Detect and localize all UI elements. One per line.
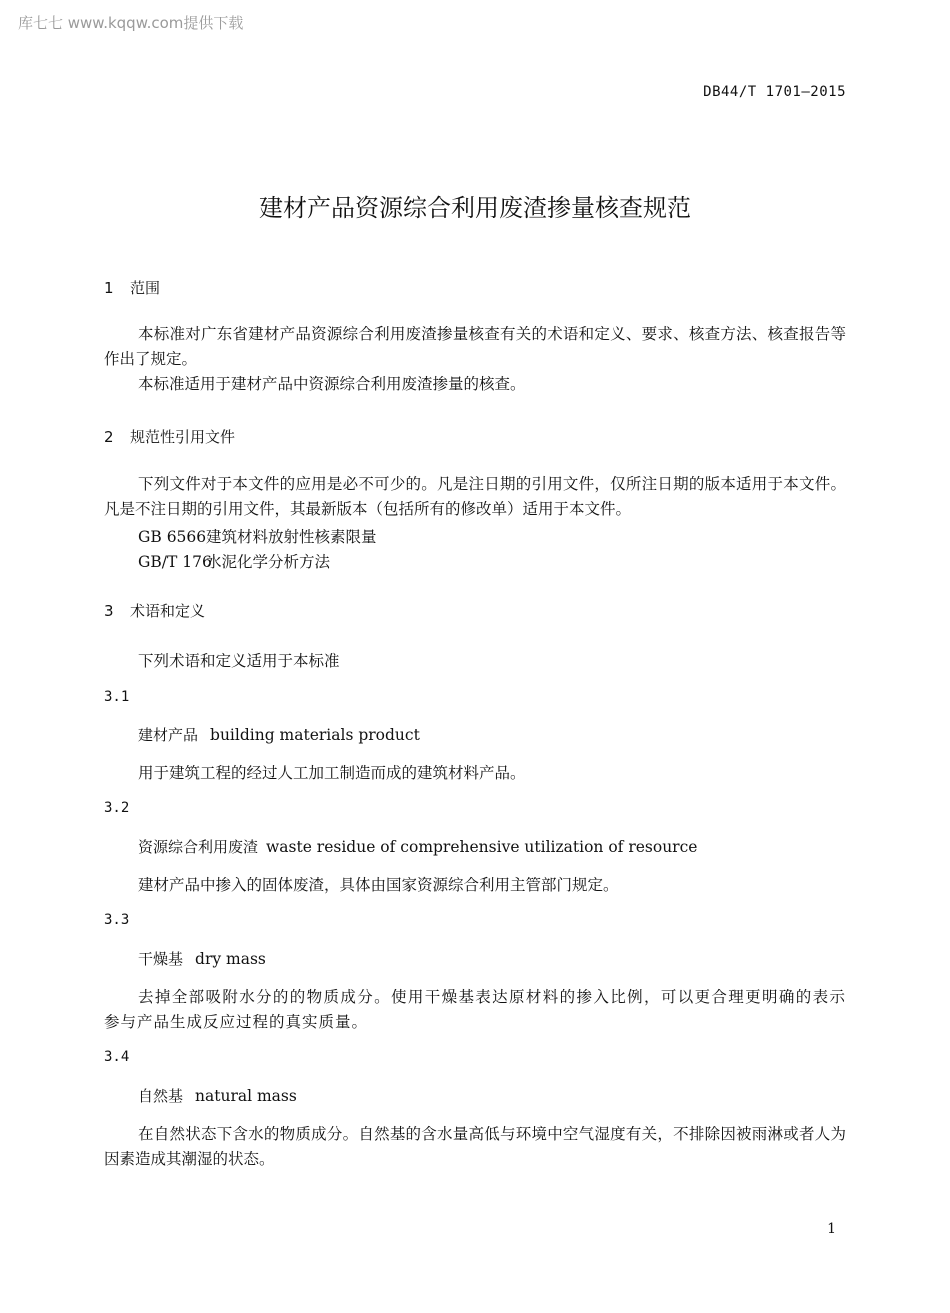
section-number: 3 bbox=[104, 602, 114, 620]
section-title: 术语和定义 bbox=[130, 602, 206, 620]
page-number: 1 bbox=[827, 1221, 836, 1237]
term-english: natural mass bbox=[195, 1087, 297, 1105]
term-chinese: 建材产品 bbox=[138, 726, 199, 744]
section-title: 范围 bbox=[130, 279, 161, 297]
references-paragraph: 下列文件对于本文件的应用是必不可少的。凡是注日期的引用文件，仅所注日期的版本适用于本文件。凡是不注日期的引用文件，其最新版本（包括所有的修改单）适用于本文件。 bbox=[104, 475, 846, 518]
section-number: 1 bbox=[104, 279, 114, 297]
scope-paragraph-1: 本标准对广东省建材产品资源综合利用废渣掺量核查有关的术语和定义、要求、核查方法、核查报告等作出了规定。 bbox=[104, 325, 846, 368]
reference-code: GB/T 176 bbox=[138, 553, 212, 571]
term-definition: 建材产品中掺入的固体废渣，具体由国家资源综合利用主管部门规定。 bbox=[138, 876, 619, 894]
term-entry bbox=[138, 836, 697, 857]
term-chinese: 干燥基 bbox=[138, 950, 184, 968]
term-entry bbox=[138, 948, 266, 969]
section-heading-scope bbox=[104, 277, 160, 298]
reference-item bbox=[138, 550, 330, 572]
section-heading-terms-definitions bbox=[104, 600, 205, 621]
section-title: 规范性引用文件 bbox=[130, 428, 236, 446]
term-definition: 去掉全部吸附水分的的物质成分。使用干燥基表达原材料的掺入比例，可以更合理更明确的表示参与产品生成反应过程的真实质量。 bbox=[104, 988, 846, 1031]
section-number: 2 bbox=[104, 428, 114, 446]
term-english: building materials product bbox=[210, 726, 420, 744]
reference-title: 建筑材料放射性核素限量 bbox=[206, 528, 377, 546]
standard-number: DB44/T 1701—2015 bbox=[703, 84, 846, 100]
reference-item bbox=[138, 525, 377, 547]
watermark-text: 库七七 www.kqqw.com提供下载 bbox=[18, 14, 244, 32]
subsection-number: 3.2 bbox=[104, 800, 130, 816]
terms-intro: 下列术语和定义适用于本标准 bbox=[138, 652, 340, 670]
term-english: waste residue of comprehensive utilization of resource bbox=[266, 838, 698, 856]
page-title: 建材产品资源综合利用废渣掺量核查规范 bbox=[259, 194, 691, 222]
term-definition: 在自然状态下含水的物质成分。自然基的含水量高低与环境中空气湿度有关，不排除因被雨淋或者人为因素造成其潮湿的状态。 bbox=[104, 1125, 846, 1168]
subsection-number: 3.4 bbox=[104, 1049, 130, 1065]
term-entry bbox=[138, 724, 420, 745]
term-entry bbox=[138, 1085, 297, 1106]
section-heading-normative-references bbox=[104, 426, 235, 447]
term-chinese: 自然基 bbox=[138, 1087, 184, 1105]
reference-title: 水泥化学分析方法 bbox=[206, 553, 331, 571]
term-english: dry mass bbox=[195, 950, 266, 968]
subsection-number: 3.1 bbox=[104, 689, 130, 705]
subsection-number: 3.3 bbox=[104, 912, 130, 928]
reference-code: GB 6566 bbox=[138, 528, 207, 546]
term-definition: 用于建筑工程的经过人工加工制造而成的建筑材料产品。 bbox=[138, 764, 526, 782]
term-chinese: 资源综合利用废渣 bbox=[138, 838, 259, 856]
scope-paragraph-2: 本标准适用于建材产品中资源综合利用废渣掺量的核查。 bbox=[138, 375, 526, 393]
